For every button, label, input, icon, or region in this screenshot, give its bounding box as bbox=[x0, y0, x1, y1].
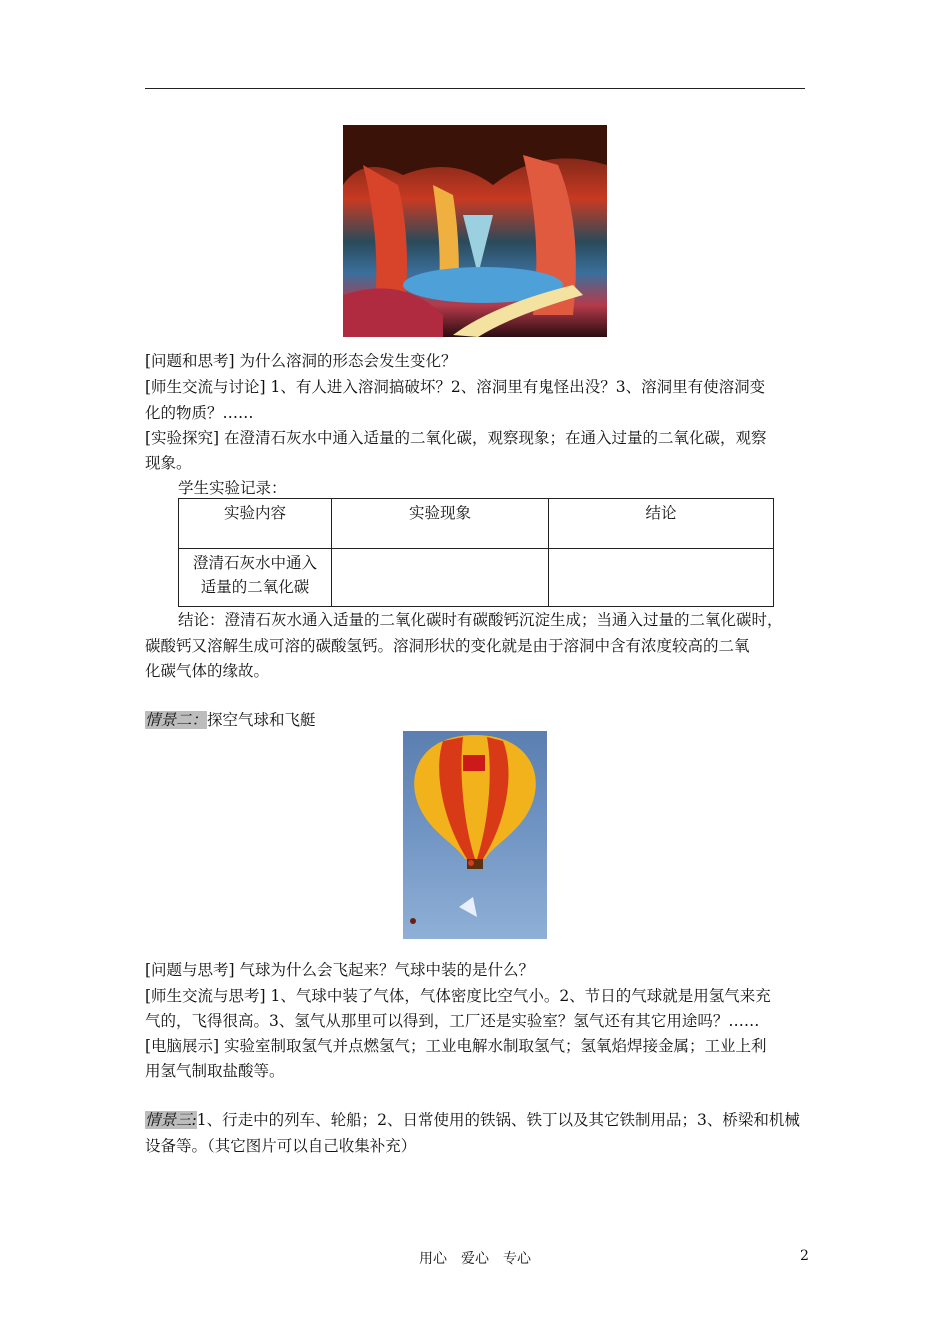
table-cell-conclusion bbox=[549, 549, 774, 607]
discussion-2-line1: [师生交流与思考] 1、气球中装了气体，气体密度比空气小。2、节日的气球就是用氢气来充 bbox=[145, 987, 771, 1005]
footer-motto: 用心 爱心 专心 bbox=[419, 1251, 531, 1267]
table-header-conclusion: 结论 bbox=[549, 499, 774, 549]
table-header-content: 实验内容 bbox=[179, 499, 332, 549]
conclusion-line2: 碳酸钙又溶解生成可溶的碳酸氢钙。溶洞形状的变化就是由于溶洞中含有浓度较高的二氧 bbox=[145, 637, 750, 655]
scene-3-line2: 设备等。（其它图片可以自己收集补充） bbox=[145, 1137, 417, 1155]
hot-air-balloon-photo bbox=[403, 731, 547, 939]
question-2: [问题与思考] 气球为什么会飞起来？气球中装的是什么？ bbox=[145, 961, 535, 979]
experiment-line1: [实验探究] 在澄清石灰水中通入适量的二氧化碳，观察现象；在通入过量的二氧化碳，观察 bbox=[145, 429, 767, 447]
question-1: [问题和思考] 为什么溶洞的形态会发生变化？ bbox=[145, 352, 457, 370]
discussion-1-line2: 化的物质？…… bbox=[145, 404, 254, 422]
scene-2-title: 探空气球和飞艇 bbox=[207, 711, 316, 729]
page-number: 2 bbox=[800, 1248, 809, 1264]
cave-photo bbox=[343, 125, 607, 337]
table-cell-phenomenon bbox=[332, 549, 549, 607]
computer-display-line2: 用氢气制取盐酸等。 bbox=[145, 1062, 285, 1080]
table-cell-content bbox=[179, 549, 332, 607]
discussion-2-line2: 气的，飞得很高。3、氢气从那里可以得到，工厂还是实验室？氢气还有其它用途吗？…… bbox=[145, 1012, 760, 1030]
scene-2-heading bbox=[145, 707, 810, 733]
table-cell-content-line2: 适量的二氧化碳 bbox=[200, 578, 310, 596]
scene-3-line1 bbox=[145, 1107, 810, 1133]
record-label: 学生实验记录： bbox=[178, 479, 287, 497]
computer-display-line1: [电脑展示] 实验室制取氢气并点燃氢气；工业电解水制取氢气；氢氧焰焊接金属；工业上利 bbox=[145, 1037, 767, 1055]
scene-2-label: 情景二： bbox=[145, 711, 208, 729]
table-cell-content-line1: 澄清石灰水中通入 bbox=[192, 554, 317, 572]
conclusion-line3: 化碳气体的缘故。 bbox=[145, 662, 270, 680]
conclusion-line1: 结论：澄清石灰水通入适量的二氧化碳时有碳酸钙沉淀生成；当通入过量的二氧化碳时， bbox=[178, 611, 783, 629]
scene-3-label: 情景三: bbox=[145, 1111, 197, 1129]
discussion-1-line1: [师生交流与讨论] 1、有人进入溶洞搞破坏？2、溶洞里有鬼怪出没？3、溶洞里有使溶洞变 bbox=[145, 378, 766, 396]
scene-3-text: 1、行走中的列车、轮船；2、日常使用的铁锅、铁丁以及其它铁制用品；3、桥梁和机械 bbox=[196, 1111, 800, 1129]
header-rule bbox=[145, 88, 805, 89]
experiment-record-table bbox=[178, 498, 774, 607]
experiment-line2: 现象。 bbox=[145, 454, 192, 472]
table-header-phenomenon: 实验现象 bbox=[332, 499, 549, 549]
